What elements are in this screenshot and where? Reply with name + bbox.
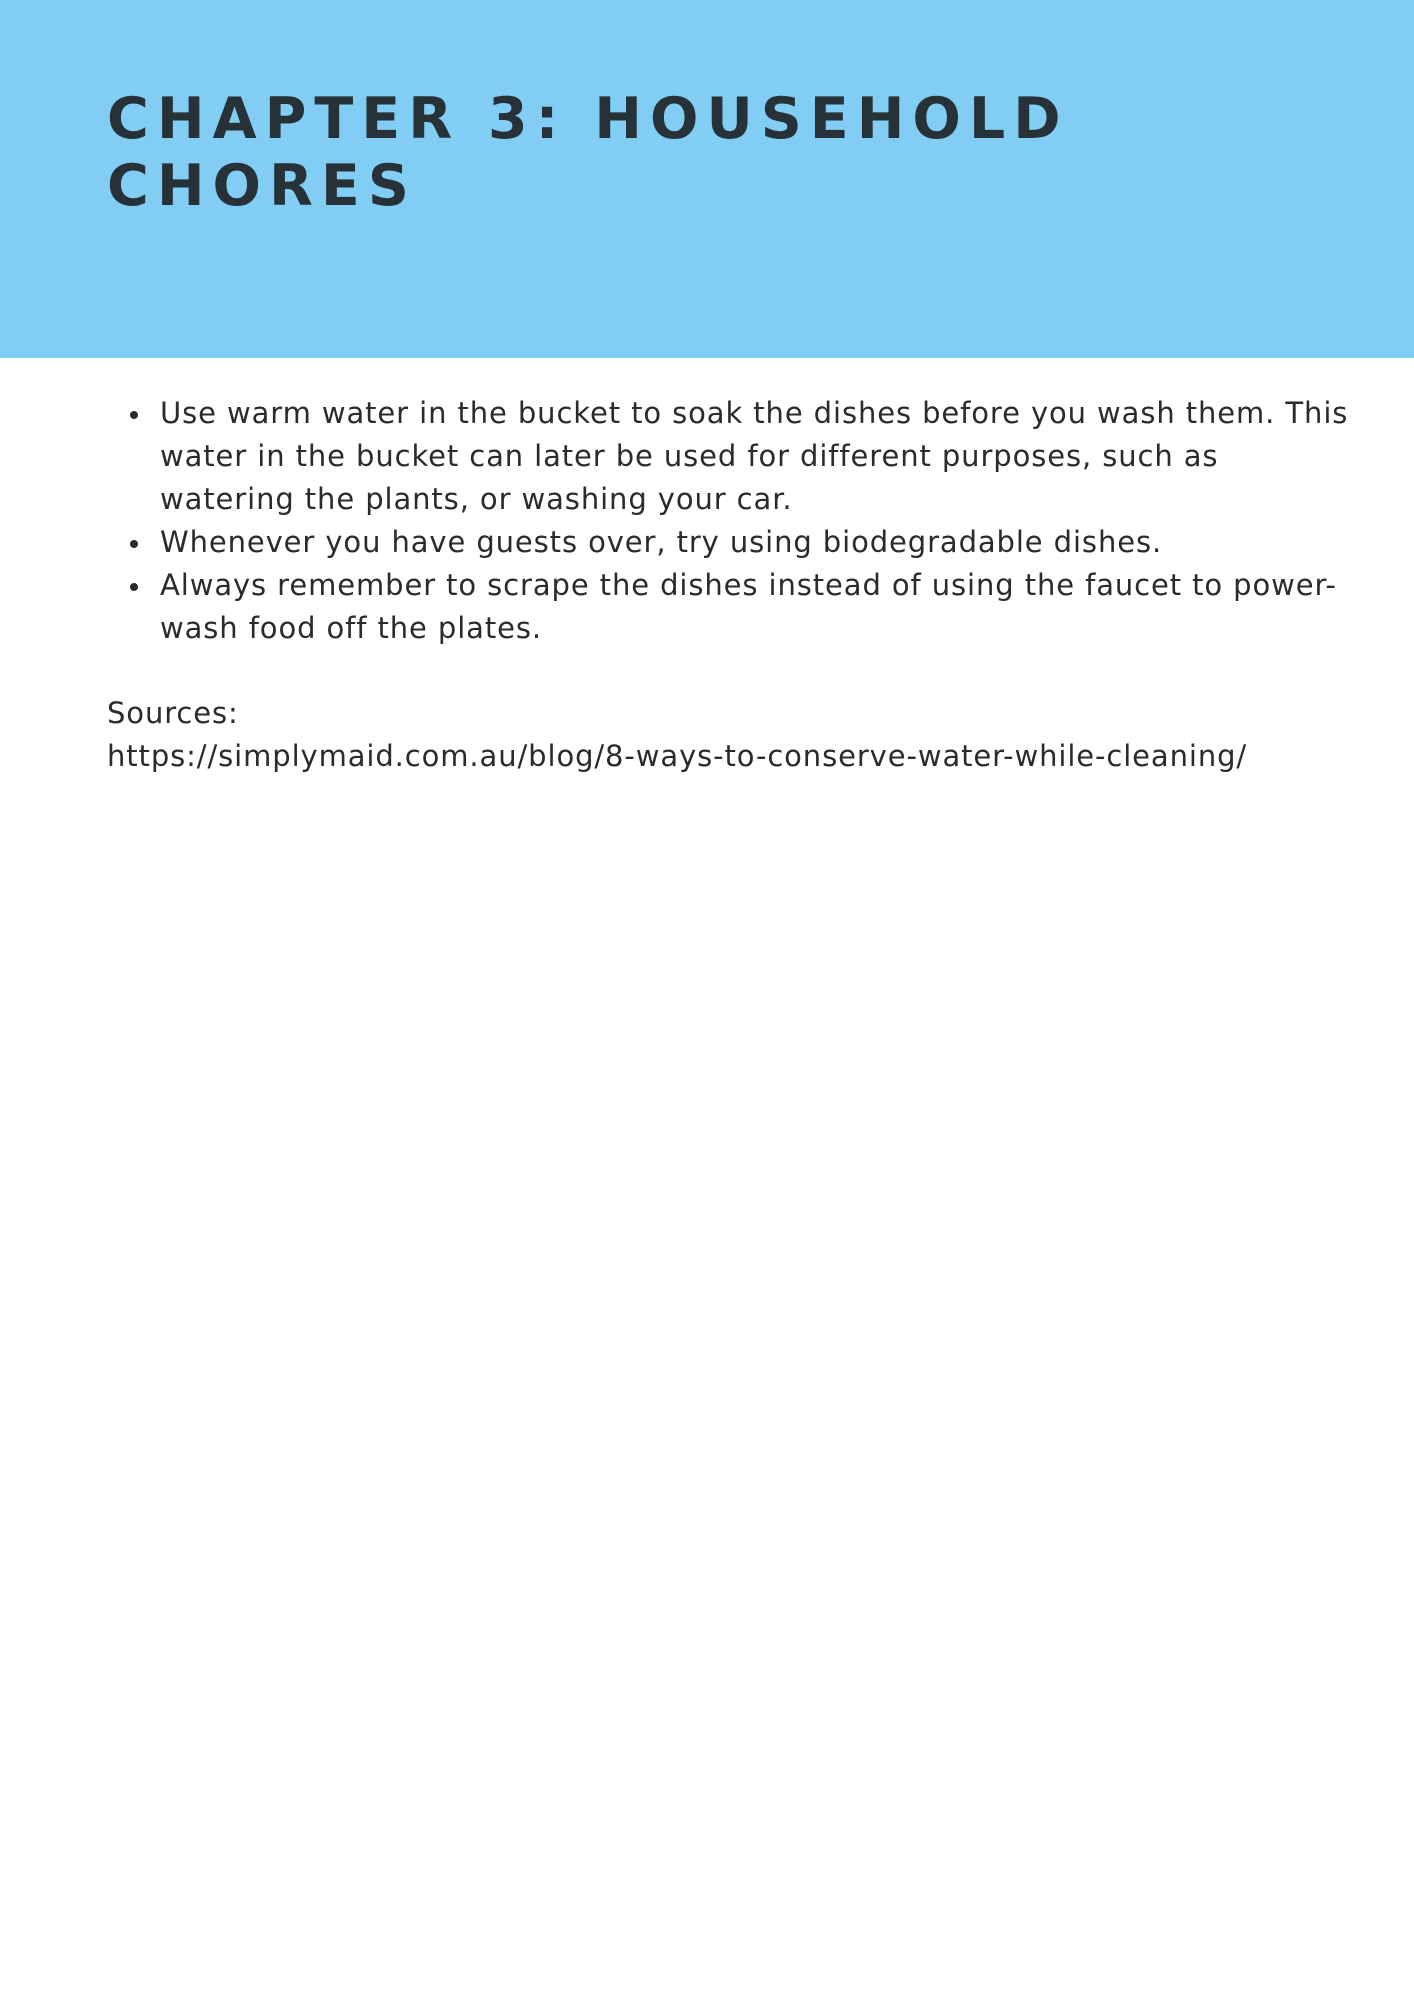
sources-block — [107, 692, 1327, 778]
bullet-icon — [130, 411, 138, 419]
source-link[interactable]: https://simplymaid.com.au/blog/8-ways-to-conserve-water-while-cleaning/ — [107, 739, 1248, 773]
tips-list — [107, 392, 1360, 650]
header-band — [0, 0, 1414, 358]
tip-text: Whenever you have guests over, try using biodegradable dishes. — [160, 525, 1163, 559]
list-item — [160, 392, 1360, 521]
tip-text: Always remember to scrape the dishes instead of using the faucet to power-wash food off the plates. — [160, 568, 1337, 645]
tip-text: Use warm water in the bucket to soak the dishes before you wash them. This water in the bucket can later be used for different purposes, such as watering the plants, or washing your car. — [160, 396, 1349, 516]
bullet-icon — [130, 540, 138, 548]
bullet-icon — [130, 583, 138, 591]
list-item — [160, 564, 1360, 650]
sources-label: Sources: — [107, 696, 239, 730]
list-item — [160, 521, 1360, 564]
chapter-title: CHAPTER 3: HOUSEHOLD CHORES — [107, 86, 1069, 219]
